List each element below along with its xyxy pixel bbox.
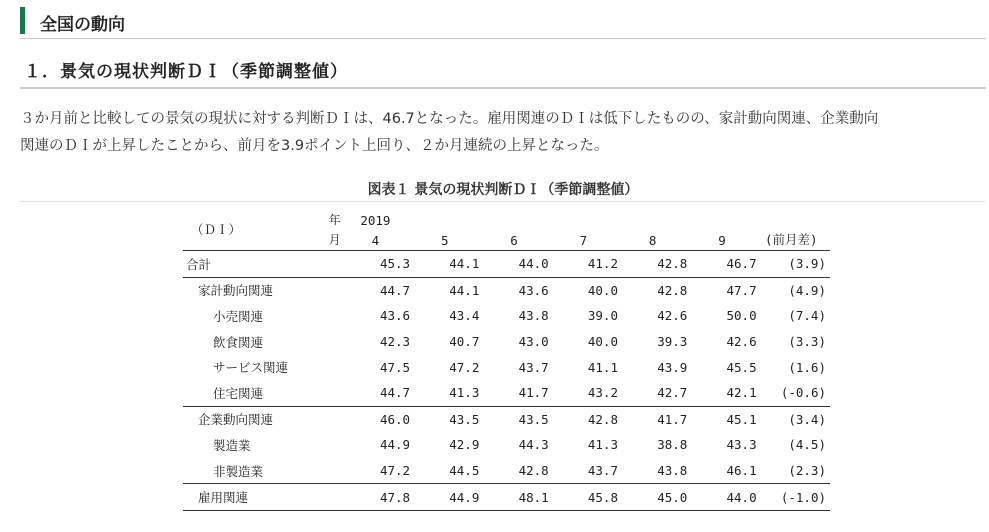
- row-value: 47.2: [449, 359, 480, 375]
- row-label: 製造業: [213, 437, 251, 453]
- row-value: 46.1: [687, 458, 756, 484]
- row-diff: (7.4): [788, 308, 826, 324]
- row-diff: (4.9): [788, 282, 826, 298]
- row-value: 43.2: [549, 380, 618, 406]
- row-value: 44.7: [341, 380, 410, 406]
- row-value: 42.6: [657, 308, 688, 324]
- month-header: 8: [618, 228, 687, 251]
- row-value: 38.8: [657, 437, 688, 453]
- di-table: [183, 208, 830, 511]
- row-diff: (3.9): [757, 251, 830, 278]
- month-header: 5: [410, 228, 479, 251]
- table-row: [183, 329, 830, 355]
- row-value: 45.8: [549, 484, 618, 511]
- row-label: 小売関連: [213, 308, 264, 324]
- row-diff: (1.6): [788, 359, 826, 375]
- summary-line-2: 関連のＤＩが上昇したことから、前月を3.9ポイント上回り、２か月連続の上昇となった。: [20, 138, 609, 154]
- header-row-year: [183, 208, 830, 228]
- row-value: 43.3: [726, 437, 757, 453]
- row-value: 41.3: [587, 437, 618, 453]
- row-value: 42.6: [726, 334, 757, 350]
- row-value: 42.8: [587, 411, 618, 427]
- row-value: 40.7: [449, 334, 480, 350]
- row-value: 42.8: [618, 251, 687, 278]
- row-value: 42.9: [449, 437, 480, 453]
- row-value: 48.1: [479, 484, 548, 511]
- row-value: 39.3: [657, 334, 688, 350]
- row-value: 41.2: [549, 251, 618, 278]
- row-value: 47.8: [341, 484, 410, 511]
- row-value: 41.7: [657, 411, 688, 427]
- row-value: 50.0: [726, 308, 757, 324]
- row-value: 45.5: [726, 359, 757, 375]
- row-label: 飲食関連: [213, 334, 264, 350]
- row-value: 45.3: [341, 251, 410, 278]
- month-header: 6: [479, 228, 548, 251]
- row-diff: (4.5): [788, 437, 826, 453]
- unit-label: （ＤＩ）: [183, 208, 307, 251]
- row-label: 合計: [183, 251, 341, 278]
- row-diff: (3.3): [788, 334, 826, 350]
- month-header: 7: [549, 228, 618, 251]
- row-label: 企業動向関連: [198, 412, 274, 428]
- table-row: [183, 380, 830, 406]
- row-value: 44.5: [410, 458, 479, 484]
- table-row-total: [183, 251, 830, 278]
- row-value: 43.9: [657, 359, 688, 375]
- row-value: 44.1: [449, 282, 480, 298]
- row-value: 42.8: [479, 458, 548, 484]
- row-value: 43.4: [449, 308, 480, 324]
- table-row: [183, 458, 830, 484]
- row-value: 41.1: [587, 359, 618, 375]
- month-header: 9: [687, 228, 756, 251]
- row-diff: (2.3): [757, 458, 830, 484]
- row-value: 45.0: [618, 484, 687, 511]
- row-diff: (-0.6): [757, 380, 830, 406]
- row-label: 家計動向関連: [198, 283, 274, 299]
- year-value: 2019: [360, 213, 391, 228]
- row-value: 42.8: [657, 282, 688, 298]
- row-value: 44.7: [379, 282, 411, 298]
- year-label: 年: [328, 213, 341, 227]
- row-value: 43.7: [518, 359, 549, 375]
- section-title: 全国の動向: [40, 15, 125, 35]
- subsection-title: １．景気の現状判断ＤＩ（季節調整値）: [24, 62, 348, 82]
- row-value: 43.6: [379, 308, 411, 324]
- row-value: 42.1: [687, 380, 756, 406]
- month-label: 月: [307, 228, 340, 251]
- row-value: 44.9: [379, 437, 411, 453]
- summary-line-1: ３か月前と比較しての景気の現状に対する判断ＤＩは、46.7となった。雇用関連のＤＩは低下したものの、家計動向関連、企業動向: [20, 111, 879, 127]
- row-value: 44.3: [518, 437, 549, 453]
- row-value: 44.1: [410, 251, 479, 278]
- row-value: 42.7: [618, 380, 687, 406]
- row-diff: (-1.0): [757, 484, 830, 511]
- row-value: 43.5: [518, 411, 549, 427]
- row-value: 43.8: [518, 308, 549, 324]
- subsection-header: [20, 52, 986, 89]
- row-value: 44.0: [687, 484, 756, 511]
- diff-header: (前月差): [757, 228, 830, 251]
- row-value: 41.7: [479, 380, 548, 406]
- summary-paragraph: [20, 106, 986, 160]
- row-diff: (3.4): [788, 411, 826, 427]
- row-label: 住宅関連: [183, 380, 341, 406]
- table-row: [183, 303, 830, 329]
- row-value: 40.0: [587, 334, 618, 350]
- row-label: サービス関連: [213, 360, 289, 376]
- table-row: [183, 484, 830, 511]
- row-value: 44.0: [479, 251, 548, 278]
- table-row: [183, 406, 830, 432]
- row-value: 39.0: [587, 308, 618, 324]
- row-value: 43.8: [618, 458, 687, 484]
- row-value: 44.9: [410, 484, 479, 511]
- section-accent-bar: [20, 7, 25, 34]
- row-value: 43.5: [449, 411, 480, 427]
- row-value: 40.0: [587, 282, 618, 298]
- section-header: [20, 6, 986, 39]
- row-label: 非製造業: [183, 458, 341, 484]
- row-value: 41.3: [410, 380, 479, 406]
- row-value: 43.7: [549, 458, 618, 484]
- row-value: 46.7: [687, 251, 756, 278]
- figure-divider: [20, 201, 986, 202]
- month-header: 4: [341, 228, 410, 251]
- table-row: [183, 354, 830, 380]
- figure-title: 図表１ 景気の現状判断ＤＩ（季節調整値）: [367, 182, 639, 198]
- row-value: 45.1: [726, 411, 757, 427]
- row-value: 43.0: [518, 334, 549, 350]
- table-row: [183, 277, 830, 303]
- row-value: 46.0: [379, 411, 411, 427]
- row-value: 47.2: [341, 458, 410, 484]
- table-row: [183, 432, 830, 458]
- row-value: 43.6: [518, 282, 549, 298]
- row-label: 雇用関連: [183, 484, 341, 511]
- row-value: 42.3: [379, 334, 411, 350]
- row-value: 47.5: [379, 359, 411, 375]
- row-value: 47.7: [726, 282, 757, 298]
